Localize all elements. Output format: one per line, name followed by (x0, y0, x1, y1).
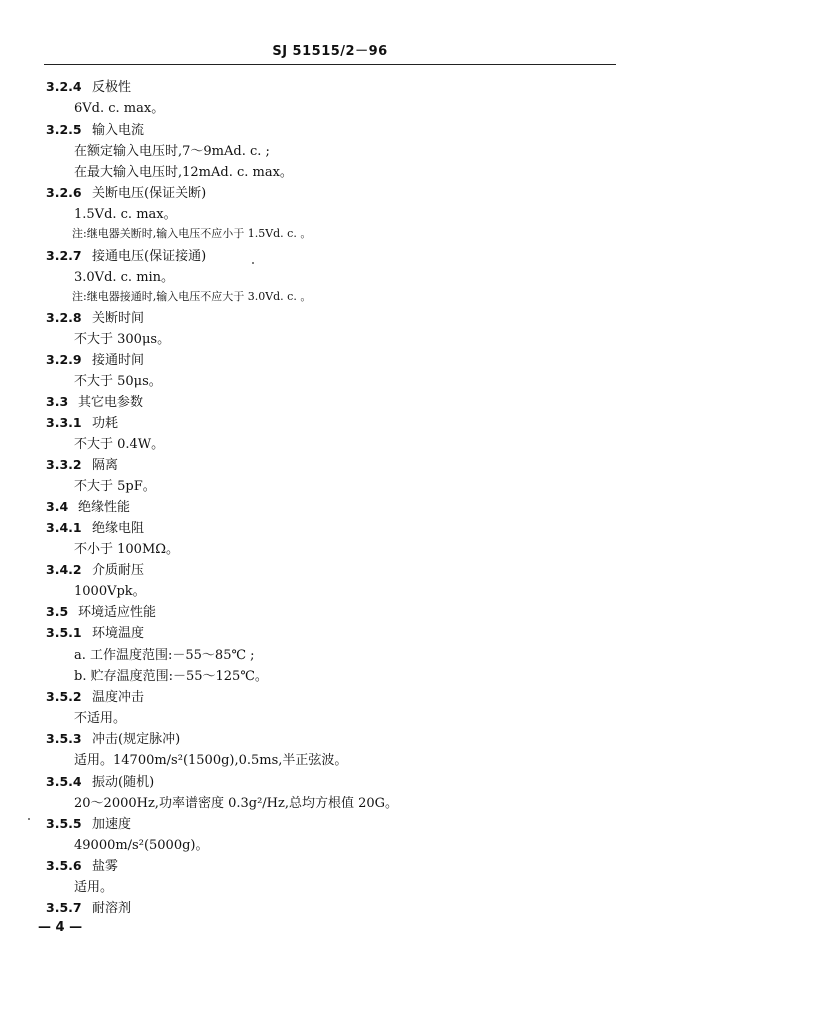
section-title: 反极性 (92, 80, 132, 95)
body-text: 不大于 300μs。 (74, 332, 171, 347)
section-number: 3.5.3 (46, 731, 82, 746)
section-number: 3.5.5 (46, 816, 82, 831)
scan-speck (28, 818, 30, 820)
section-number: 3.2.9 (46, 352, 82, 367)
section-title: 振动(随机) (92, 775, 155, 790)
section-heading (46, 307, 144, 326)
section-number: 3.3.2 (46, 457, 82, 472)
section-number: 3.5.7 (46, 900, 82, 915)
section-title: 冲击(规定脉冲) (92, 732, 181, 747)
body-text: 不大于 5pF。 (74, 479, 156, 494)
body-text: 1000Vpk。 (74, 584, 146, 599)
body-text: 不大于 50μs。 (74, 374, 162, 389)
section-number: 3.5.2 (46, 689, 82, 704)
section-number: 3.4.2 (46, 562, 82, 577)
section-heading (46, 728, 180, 747)
section-heading (46, 771, 154, 790)
body-text: 适用。14700m/s²(1500g),0.5ms,半正弦波。 (74, 753, 348, 768)
body-text: b. 贮存温度范围:－55～125℃。 (74, 669, 268, 684)
section-title: 盐雾 (92, 859, 119, 874)
section-title: 绝缘电阻 (92, 521, 145, 536)
section-heading (46, 601, 156, 620)
section-heading (46, 182, 206, 201)
section-number: 3.5 (46, 604, 69, 619)
body-text: 适用。 (74, 880, 114, 895)
section-heading (46, 76, 131, 95)
body-text: a. 工作温度范围:－55～85℃ ; (74, 648, 255, 663)
section-heading (46, 559, 144, 578)
section-heading (46, 391, 143, 410)
section-heading (46, 349, 144, 368)
body-text: 3.0Vd. c. min。 (74, 270, 175, 285)
body-text: 在最大输入电压时,12mAd. c. max。 (74, 165, 293, 180)
section-title: 关断时间 (92, 311, 145, 326)
section-heading (46, 245, 206, 264)
section-title: 耐溶剂 (92, 901, 132, 916)
section-heading (46, 119, 144, 138)
section-heading (46, 496, 130, 515)
section-number: 3.2.5 (46, 122, 82, 137)
section-heading (46, 517, 144, 536)
section-title: 接通电压(保证接通) (92, 249, 207, 264)
section-number: 3.3 (46, 394, 69, 409)
section-title: 环境温度 (92, 626, 145, 641)
section-title: 功耗 (92, 416, 119, 431)
body-text: 20～2000Hz,功率谱密度 0.3g²/Hz,总均方根值 20G。 (74, 796, 399, 811)
section-heading (46, 897, 131, 916)
section-number: 3.5.6 (46, 858, 82, 873)
body-text: 1.5Vd. c. max。 (74, 207, 177, 222)
body-text: 不大于 0.4W。 (74, 437, 165, 452)
section-title: 介质耐压 (92, 563, 145, 578)
section-heading (46, 454, 118, 473)
section-title: 温度冲击 (92, 690, 145, 705)
note-text: 注:继电器接通时,输入电压不应大于 3.0Vd. c. 。 (72, 290, 312, 303)
section-title: 绝缘性能 (78, 500, 131, 515)
document-header: SJ 51515/2－96 (272, 44, 388, 59)
section-title: 加速度 (92, 817, 132, 832)
section-number: 3.5.4 (46, 774, 82, 789)
section-number: 3.4 (46, 499, 69, 514)
section-number: 3.5.1 (46, 625, 82, 640)
section-heading (46, 412, 118, 431)
body-text: 不适用。 (74, 711, 127, 726)
note-text: 注:继电器关断时,输入电压不应小于 1.5Vd. c. 。 (72, 227, 312, 240)
section-number: 3.3.1 (46, 415, 82, 430)
section-heading (46, 686, 144, 705)
body-text: 在额定输入电压时,7～9mAd. c. ; (74, 144, 270, 159)
section-title: 其它电参数 (78, 395, 144, 410)
body-text: 49000m/s²(5000g)。 (74, 838, 209, 853)
section-title: 隔离 (92, 458, 119, 473)
section-number: 3.2.7 (46, 248, 82, 263)
header-rule (44, 64, 616, 65)
section-title: 接通时间 (92, 353, 145, 368)
section-number: 3.2.4 (46, 79, 82, 94)
section-number: 3.2.6 (46, 185, 82, 200)
page-number: — 4 — (38, 920, 83, 935)
scan-speck (252, 262, 254, 264)
section-title: 输入电流 (92, 123, 145, 138)
section-title: 关断电压(保证关断) (92, 186, 207, 201)
section-number: 3.2.8 (46, 310, 82, 325)
body-text: 不小于 100MΩ。 (74, 542, 180, 557)
section-number: 3.4.1 (46, 520, 82, 535)
section-heading (46, 855, 118, 874)
body-text: 6Vd. c. max。 (74, 101, 165, 116)
section-heading (46, 622, 144, 641)
section-title: 环境适应性能 (78, 605, 157, 620)
section-heading (46, 813, 131, 832)
